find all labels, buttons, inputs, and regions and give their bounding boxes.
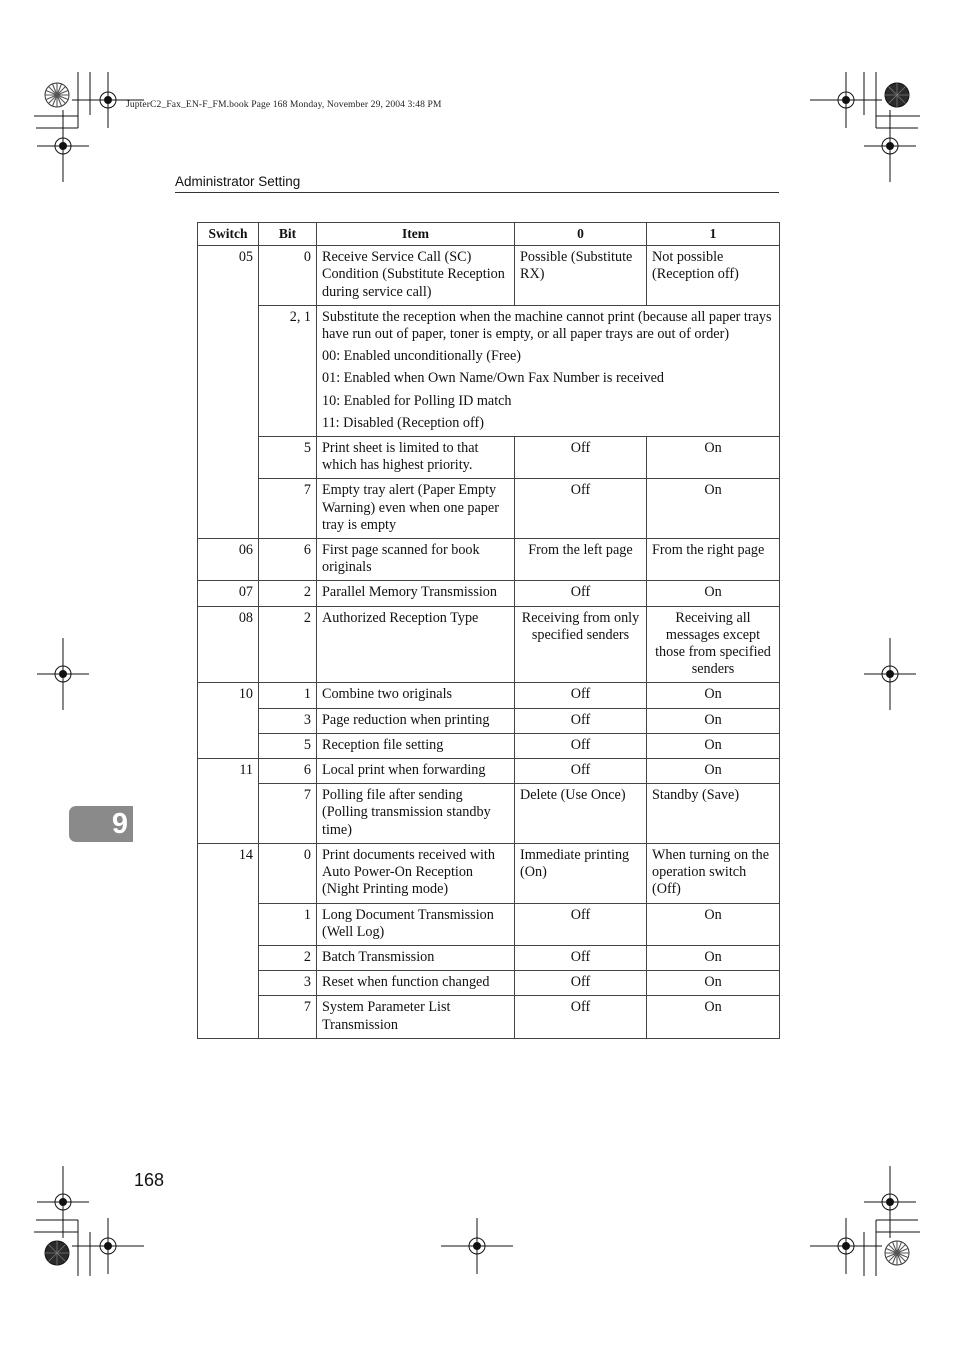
table-header-row — [198, 223, 780, 246]
description-paragraph: 00: Enabled unconditionally (Free) — [322, 348, 521, 365]
value-1-cell: On — [647, 945, 780, 970]
item-cell: Print documents received with Auto Power-On Reception (Night Printing mode) — [317, 843, 515, 903]
bit-cell: 1 — [259, 683, 317, 708]
value-0-cell: Off — [515, 708, 647, 733]
header-switch: Switch — [198, 223, 259, 246]
value-0-cell: Off — [515, 903, 647, 945]
bit-cell: 2 — [259, 945, 317, 970]
item-cell: System Parameter List Transmission — [317, 996, 515, 1038]
book-info-line: JupterC2_Fax_EN-F_FM.book Page 168 Monday, November 29, 2004 3:48 PM — [126, 99, 442, 110]
bit-cell: 1 — [259, 903, 317, 945]
value-1-cell: On — [647, 971, 780, 996]
value-0-cell: Off — [515, 581, 647, 606]
value-1-cell: On — [647, 996, 780, 1038]
value-1-cell: On — [647, 581, 780, 606]
item-cell: Reset when function changed — [317, 971, 515, 996]
bit-cell: 3 — [259, 708, 317, 733]
bit-cell: 2 — [259, 581, 317, 606]
value-1-cell: On — [647, 759, 780, 784]
item-cell: Reception file setting — [317, 733, 515, 758]
item-cell: Batch Transmission — [317, 945, 515, 970]
table-row — [198, 479, 780, 539]
value-0-cell: Off — [515, 759, 647, 784]
value-1-cell: From the right page — [647, 539, 780, 581]
table-row — [198, 945, 780, 970]
rosette-mark — [45, 1241, 69, 1265]
switch-cell: 10 — [198, 683, 259, 759]
description-paragraph: Substitute the reception when the machine cannot print (because all paper trays have run out of paper, toner is empty, or all paper trays are out of order) — [322, 308, 772, 343]
switch-cell: 06 — [198, 539, 259, 581]
value-1-cell: On — [647, 708, 780, 733]
description-paragraph: 01: Enabled when Own Name/Own Fax Number is received — [322, 370, 664, 387]
bit-cell: 6 — [259, 759, 317, 784]
crosshair-mark — [37, 1166, 89, 1238]
item-cell: Local print when forwarding — [317, 759, 515, 784]
value-1-cell: Standby (Save) — [647, 784, 780, 844]
bit-cell: 3 — [259, 971, 317, 996]
table-row — [198, 606, 780, 683]
crosshair-mark — [37, 110, 89, 182]
value-0-cell: Receiving from only specified senders — [515, 606, 647, 683]
table-row — [198, 708, 780, 733]
value-1-cell: On — [647, 437, 780, 479]
table-row — [198, 784, 780, 844]
table-row — [198, 305, 780, 436]
value-1-cell: On — [647, 683, 780, 708]
chapter-tab — [69, 806, 133, 842]
crosshair-mark — [810, 72, 882, 128]
value-1-cell: On — [647, 903, 780, 945]
value-0-cell: Off — [515, 971, 647, 996]
value-1-cell: On — [647, 733, 780, 758]
crosshair-mark — [810, 1218, 882, 1274]
switch-cell: 08 — [198, 606, 259, 683]
value-0-cell: Off — [515, 733, 647, 758]
value-0-cell: Immediate printing (On) — [515, 843, 647, 903]
header-item: Item — [317, 223, 515, 246]
switch-cell: 11 — [198, 759, 259, 844]
table-row — [198, 903, 780, 945]
switch-cell: 07 — [198, 581, 259, 606]
crosshair-mark — [441, 1218, 513, 1274]
value-0-cell: Off — [515, 996, 647, 1038]
item-cell: First page scanned for book originals — [317, 539, 515, 581]
value-1-cell: When turning on the operation switch (Off) — [647, 843, 780, 903]
value-0-cell: Off — [515, 683, 647, 708]
switch-settings-table — [197, 222, 780, 1039]
header-rule — [175, 192, 779, 193]
item-cell: Combine two originals — [317, 683, 515, 708]
item-cell: Receive Service Call (SC) Condition (Substitute Reception during service call) — [317, 246, 515, 306]
bit-cell: 7 — [259, 784, 317, 844]
description-paragraph: 10: Enabled for Polling ID match — [322, 392, 512, 409]
bit-cell: 0 — [259, 843, 317, 903]
bit-cell: 7 — [259, 996, 317, 1038]
table-row — [198, 843, 780, 903]
item-cell: Print sheet is limited to that which has highest priority. — [317, 437, 515, 479]
value-1-cell: Not possible (Reception off) — [647, 246, 780, 306]
table-row — [198, 683, 780, 708]
item-cell: Long Document Transmission (Well Log) — [317, 903, 515, 945]
value-1-cell: Receiving all messages except those from specified senders — [647, 606, 780, 683]
crosshair-mark — [864, 110, 916, 182]
bit-cell: 7 — [259, 479, 317, 539]
value-0-cell: Off — [515, 437, 647, 479]
header-value-0: 0 — [515, 223, 647, 246]
table-row — [198, 996, 780, 1038]
table-row — [198, 437, 780, 479]
item-cell: Page reduction when printing — [317, 708, 515, 733]
table-row — [198, 246, 780, 306]
switch-cell: 05 — [198, 246, 259, 539]
page-number: 168 — [134, 1170, 165, 1190]
section-title: Administrator Setting — [175, 174, 301, 189]
rosette-mark — [45, 83, 69, 107]
value-0-cell: From the left page — [515, 539, 647, 581]
item-cell: Parallel Memory Transmission — [317, 581, 515, 606]
bit-cell: 6 — [259, 539, 317, 581]
crosshair-mark — [37, 638, 89, 710]
description-paragraph: 11: Disabled (Reception off) — [322, 414, 484, 431]
value-0-cell: Delete (Use Once) — [515, 784, 647, 844]
table-row — [198, 759, 780, 784]
item-cell: Empty tray alert (Paper Empty Warning) even when one paper tray is empty — [317, 479, 515, 539]
table-row — [198, 733, 780, 758]
bit-cell: 2 — [259, 606, 317, 683]
bit-cell: 5 — [259, 437, 317, 479]
value-0-cell: Off — [515, 479, 647, 539]
value-0-cell: Possible (Substitute RX) — [515, 246, 647, 306]
header-value-1: 1 — [647, 223, 780, 246]
header-bit: Bit — [259, 223, 317, 246]
crosshair-mark — [72, 1218, 144, 1274]
bit-cell: 5 — [259, 733, 317, 758]
switch-cell: 14 — [198, 843, 259, 1038]
chapter-number: 9 — [111, 808, 129, 840]
rosette-mark — [885, 1241, 909, 1265]
item-cell: Authorized Reception Type — [317, 606, 515, 683]
bit-cell: 0 — [259, 246, 317, 306]
crosshair-mark — [864, 1166, 916, 1238]
description-cell — [317, 305, 780, 436]
table-row — [198, 971, 780, 996]
value-0-cell: Off — [515, 945, 647, 970]
crosshair-mark — [864, 638, 916, 710]
bit-cell: 2, 1 — [259, 305, 317, 436]
table-row — [198, 581, 780, 606]
rosette-mark — [885, 83, 909, 107]
value-1-cell: On — [647, 479, 780, 539]
item-cell: Polling file after sending (Polling transmission standby time) — [317, 784, 515, 844]
table-row — [198, 539, 780, 581]
